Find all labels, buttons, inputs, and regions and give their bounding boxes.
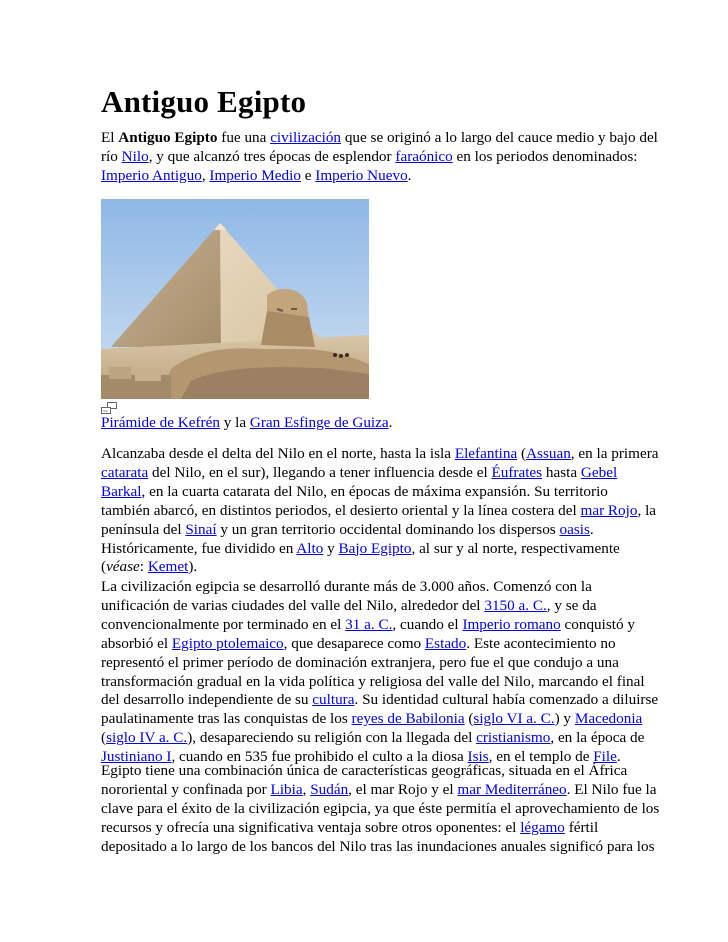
- text-line: península del Sinaí y un gran territorio occidental dominando los dispersos oasis.: [101, 520, 594, 538]
- link-mar-rojo[interactable]: mar Rojo: [580, 501, 638, 519]
- text-line: también abarcó, en distintos periodos, el desierto oriental y la línea costera del mar Rojo, la: [101, 501, 657, 519]
- link-egipto-ptolemaico[interactable]: Egipto ptolemaico: [171, 634, 284, 652]
- link-sinai[interactable]: Sinaí: [185, 520, 217, 538]
- link-3150-ac[interactable]: 3150 a. C.: [484, 596, 547, 614]
- text-line: catarata del Nilo, en el sur), llegando a tener influencia desde el Éufrates hasta Gebel: [101, 463, 618, 481]
- link-siglo-iv-ac[interactable]: siglo IV a. C.: [106, 729, 188, 747]
- text-line: representó el primer período de dominación extranjera, pero fue el que condujo a una: [101, 653, 619, 671]
- text-line: paulatinamente tras las conquistas de los reyes de Babilonia (siglo VI a. C.) y Macedonia: [101, 710, 643, 728]
- link-kemet[interactable]: Kemet: [147, 558, 189, 576]
- text-line: depositado a lo largo de los bancos del Nilo tras las inundaciones anuales significó para los: [101, 837, 655, 855]
- link-siglo-vi-ac[interactable]: siglo VI a. C.: [473, 710, 555, 728]
- link-sudan[interactable]: Sudán: [310, 780, 349, 798]
- link-bajo-egipto[interactable]: Bajo Egipto: [338, 539, 412, 557]
- text-line: El Antiguo Egipto fue una civilización que se originó a lo largo del cauce medio y bajo del: [101, 129, 658, 146]
- text-line: del desarrollo independiente de su cultura. Su identidad cultural había comenzado a diluirse: [101, 691, 659, 709]
- text-line: Justiniano I, cuando en 535 fue prohibido el culto a la diosa Isis, en el templo de File.: [101, 748, 621, 766]
- link-legamo[interactable]: légamo: [520, 818, 565, 836]
- link-cultura[interactable]: cultura: [312, 691, 355, 709]
- text-line: Barkal, en la cuarta catarata del Nilo, en épocas de máxima expansión. Su territorio: [101, 482, 608, 500]
- paragraph-territory: [101, 445, 659, 577]
- link-justiniano[interactable]: Justiniano I: [101, 748, 172, 766]
- link-imperio-nuevo[interactable]: Imperio Nuevo: [315, 166, 408, 184]
- italic-term: véase: [106, 558, 140, 576]
- intro-paragraph: [101, 129, 658, 186]
- link-piramide-kefren[interactable]: Pirámide de Kefrén: [101, 414, 220, 431]
- page-title: Antiguo Egipto: [101, 84, 307, 119]
- link-eufrates[interactable]: Éufrates: [491, 463, 543, 481]
- pyramid-sphinx-photo: [101, 199, 369, 399]
- text-line: nororiental y confinada por Libia, Sudán, el mar Rojo y el mar Mediterráneo. El Nilo fue la: [101, 780, 657, 798]
- link-catarata[interactable]: catarata: [101, 463, 149, 481]
- text-line: convencionalmente por terminado en el 31 a. C., cuando el Imperio romano conquistó y: [101, 615, 635, 633]
- text-line: absorbió el Egipto ptolemaico, que desaparece como Estado. Este acontecimiento no: [101, 634, 616, 652]
- bold-term: Antiguo Egipto: [118, 129, 218, 146]
- text-line: recursos y ofrecía una significativa ventaja sobre otros oponentes: el légamo fértil: [101, 818, 599, 836]
- link-imperio-romano[interactable]: Imperio romano: [462, 615, 561, 633]
- link-elefantina[interactable]: Elefantina: [454, 445, 518, 462]
- link-civilizacion[interactable]: civilización: [270, 129, 342, 146]
- link-reyes-babilonia[interactable]: reyes de Babilonia: [351, 710, 465, 728]
- link-gran-esfinge[interactable]: Gran Esfinge de Guiza: [249, 414, 389, 431]
- text-line: Históricamente, fue dividido en Alto y Bajo Egipto, al sur y al norte, respectivamente: [101, 539, 620, 557]
- text-line: (véase: Kemet).: [101, 558, 198, 576]
- text-line: La civilización egipcia se desarrolló durante más de 3.000 años. Comenzó con la: [101, 578, 592, 595]
- image-caption: Pirámide de Kefrén y la Gran Esfinge de Guiza.: [101, 414, 393, 431]
- link-alto[interactable]: Alto: [296, 539, 324, 557]
- link-faraonico[interactable]: faraónico: [395, 147, 453, 165]
- link-barkal[interactable]: Barkal: [101, 482, 142, 500]
- link-mar-mediterraneo[interactable]: mar Mediterráneo: [457, 780, 567, 798]
- link-assuan[interactable]: Assuan: [526, 445, 571, 462]
- paragraph-geography: [101, 762, 660, 857]
- link-oasis[interactable]: oasis: [559, 520, 590, 538]
- link-cristianismo[interactable]: cristianismo: [476, 729, 551, 747]
- link-isis[interactable]: Isis: [467, 748, 489, 766]
- text-line: clave para el éxito de la civilización egipcia, ya que éste permitía el aprovechamiento de los: [101, 799, 660, 817]
- link-estado[interactable]: Estado: [424, 634, 467, 652]
- link-file[interactable]: File: [593, 748, 617, 766]
- text-line: Egipto tiene una combinación única de características geográficas, situada en el África: [101, 762, 628, 779]
- link-libia[interactable]: Libia: [270, 780, 303, 798]
- text-line: (siglo IV a. C.), desapareciendo su religión con la llegada del cristianismo, en la época de: [101, 729, 645, 747]
- link-gebel[interactable]: Gebel: [580, 463, 618, 481]
- link-imperio-medio[interactable]: Imperio Medio: [209, 166, 301, 184]
- text-line: transformación gradual en la vida política y religiosa del valle del Nilo, marcando el final: [101, 672, 645, 690]
- link-nilo[interactable]: Nilo: [121, 147, 149, 165]
- text-line: unificación de varias ciudades del valle del Nilo, alrededor del 3150 a. C., y se da: [101, 596, 597, 614]
- text-line: río Nilo, y que alcanzó tres épocas de esplendor faraónico en los periodos denominados:: [101, 147, 638, 165]
- text-line: Alcanzaba desde el delta del Nilo en el norte, hasta la isla Elefantina (Assuan, en la primera: [101, 445, 659, 462]
- link-imperio-antiguo[interactable]: Imperio Antiguo: [101, 166, 202, 184]
- link-macedonia[interactable]: Macedonia: [574, 710, 643, 728]
- text-line: Imperio Antiguo, Imperio Medio e Imperio Nuevo.: [101, 166, 412, 184]
- paragraph-history: [101, 578, 659, 767]
- link-31-ac[interactable]: 31 a. C.: [345, 615, 393, 633]
